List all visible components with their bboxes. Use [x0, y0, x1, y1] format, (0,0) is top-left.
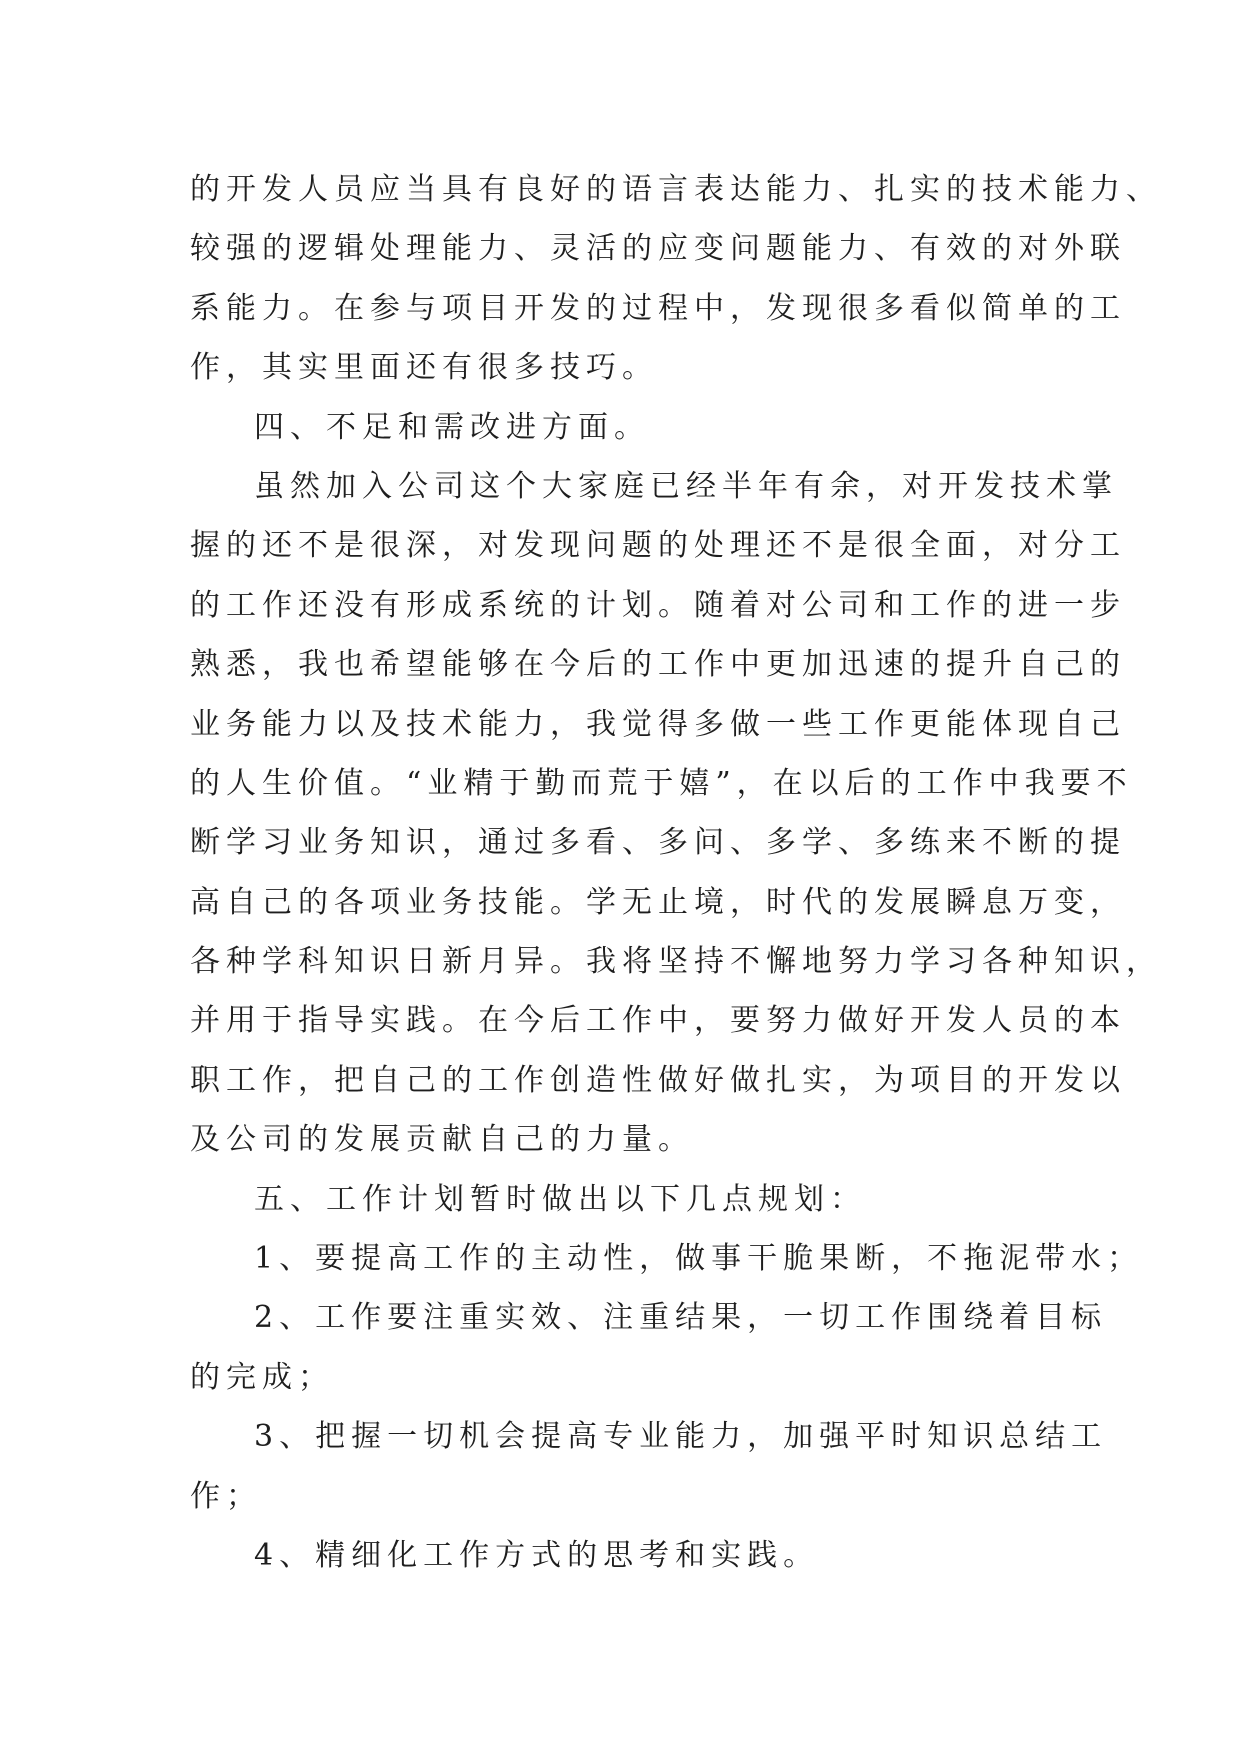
text-line: 的人生价值。“业精于勤而荒于嬉”，在以后的工作中我要不 — [190, 765, 1133, 801]
list-item-1: 1、要提高工作的主动性，做事干脆果断，不拖泥带水； — [254, 1241, 1144, 1277]
list-item-3-continued: 作； — [190, 1478, 262, 1514]
text-line: 断学习业务知识，通过多看、多问、多学、多练来不断的提 — [190, 825, 1126, 861]
text-line: 较强的逻辑处理能力、灵活的应变问题能力、有效的对外联 — [190, 231, 1126, 267]
document-body — [190, 160, 1162, 1585]
text-line: 的开发人员应当具有良好的语言表达能力、扎实的技术能力、 — [190, 172, 1162, 207]
text-line: 并用于指导实践。在今后工作中，要努力做好开发人员的本 — [190, 1003, 1126, 1039]
section-heading-5: 五、工作计划暂时做出以下几点规划： — [254, 1181, 866, 1217]
text-line: 握的还不是很深，对发现问题的处理还不是很全面，对分工 — [190, 528, 1126, 564]
list-item-2: 2、工作要注重实效、注重结果，一切工作围绕着目标 — [254, 1300, 1108, 1336]
section-heading-4: 四、不足和需改进方面。 — [254, 409, 650, 445]
text-line: 作，其实里面还有很多技巧。 — [190, 350, 658, 386]
text-line: 业务能力以及技术能力，我觉得多做一些工作更能体现自己 — [190, 706, 1126, 742]
text-line: 的工作还没有形成系统的计划。随着对公司和工作的进一步 — [190, 587, 1126, 623]
text-line: 高自己的各项业务技能。学无止境，时代的发展瞬息万变， — [190, 884, 1126, 920]
text-line: 职工作，把自己的工作创造性做好做扎实，为项目的开发以 — [190, 1062, 1126, 1098]
list-item-4: 4、精细化工作方式的思考和实践。 — [254, 1537, 820, 1573]
list-item-2-continued: 的完成； — [190, 1359, 334, 1395]
text-line: 及公司的发展贡献自己的力量。 — [190, 1122, 694, 1158]
text-line: 系能力。在参与项目开发的过程中，发现很多看似简单的工 — [190, 290, 1126, 326]
text-line: 熟悉，我也希望能够在今后的工作中更加迅速的提升自己的 — [190, 647, 1126, 683]
list-item-3: 3、把握一切机会提高专业能力，加强平时知识总结工 — [254, 1419, 1108, 1455]
text-line: 虽然加入公司这个大家庭已经半年有余，对开发技术掌 — [254, 468, 1118, 504]
text-line: 各种学科知识日新月异。我将坚持不懈地努力学习各种知识， — [190, 944, 1162, 980]
